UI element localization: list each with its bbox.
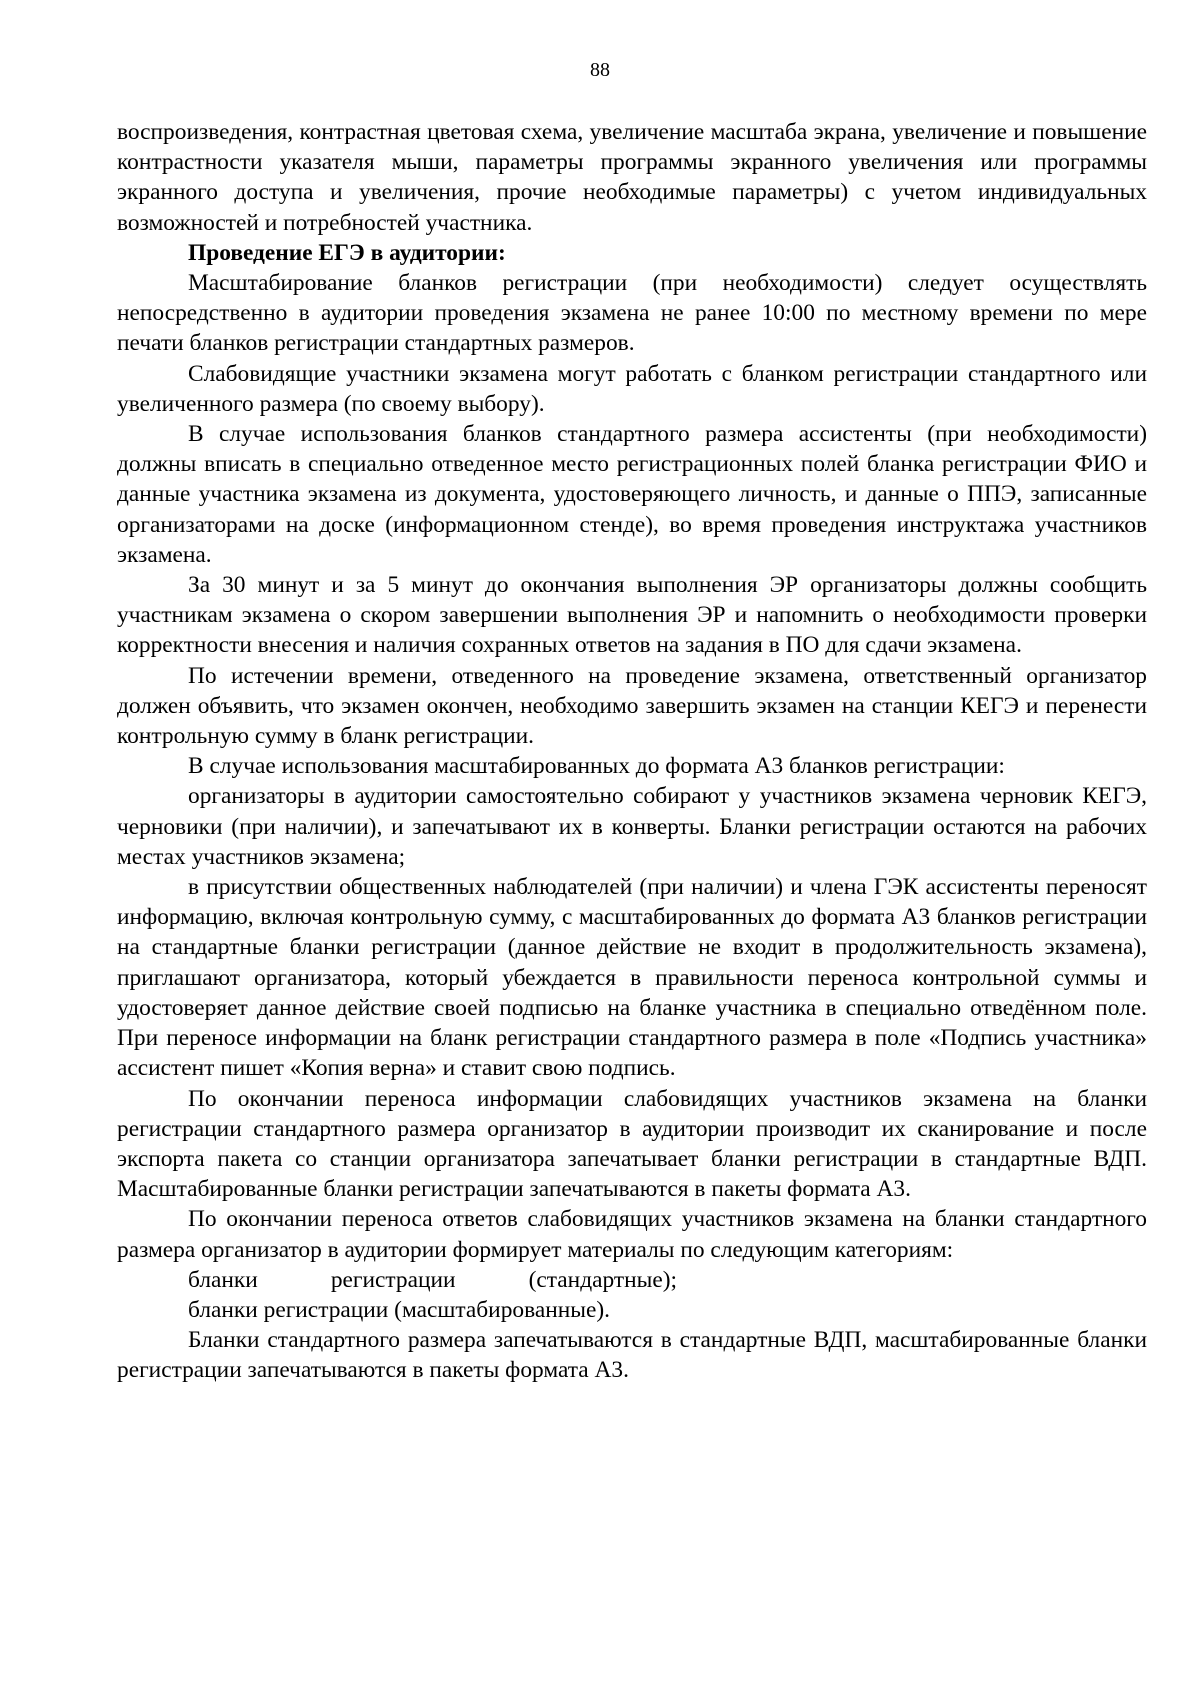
- document-body: [117, 117, 1147, 1386]
- paragraph-continuation: воспроизведения, контрастная цветовая схема, увеличение масштаба экрана, увеличение и повышение контрастности указателя мыши, параметры программы экранного увеличения или программы экранного доступа и увеличения, прочие необходимые параметры) с учетом индивидуальных возможностей и потребностей участника.: [117, 119, 1147, 236]
- category-item: бланки регистрации (масштабированные).: [188, 1296, 610, 1323]
- section-heading: Проведение ЕГЭ в аудитории:: [188, 239, 506, 266]
- paragraph: Масштабирование бланков регистрации (при необходимости) следует осуществлять непосредственно в аудитории проведения экзамена не ранее 10:00 по местному времени по мере печати бланков регистрации стандартных размеров.: [117, 270, 1147, 357]
- category-item: бланки регистрации (стандартные);: [188, 1266, 677, 1293]
- paragraph: Бланки стандартного размера запечатываются в стандартные ВДП, масштабированные бланки регистрации запечатываются в пакеты формата А3.: [117, 1327, 1147, 1384]
- list-item: в присутствии общественных наблюдателей (при наличии) и члена ГЭК ассистенты переносят информацию, включая контрольную сумму, с масштабированных до формата А3 бланков регистрации на стандартные бланки регистрации (данное действие не входит в продолжительность экзамена), приглашают организатора, который убеждается в правильности переноса контрольной суммы и удостоверяет данное действие своей подписью на бланке участника в специально отведённом поле. При переносе информации на бланк регистрации стандартного размера в поле «Подпись участника» ассистент пишет «Копия верна» и ставит свою подпись.: [117, 874, 1147, 1082]
- paragraph: В случае использования бланков стандартного размера ассистенты (при необходимости) должны вписать в специально отведенное место регистрационных полей бланка регистрации ФИО и данные участника экзамена из документа, удостоверяющего личность, и данные о ППЭ, записанные организаторами на доске (информационном стенде), во время проведения инструктажа участников экзамена.: [117, 421, 1147, 568]
- paragraph: В случае использования масштабированных до формата А3 бланков регистрации:: [188, 753, 1005, 780]
- paragraph: По окончании переноса ответов слабовидящих участников экзамена на бланки стандартного размера организатор в аудитории формирует материалы по следующим категориям:: [117, 1206, 1147, 1263]
- paragraph: По окончании переноса информации слабовидящих участников экзамена на бланки регистрации стандартного размера организатор в аудитории производит их сканирование и после экспорта пакета со станции организатора запечатывает бланки регистрации в стандартные ВДП. Масштабированные бланки регистрации запечатываются в пакеты формата А3.: [117, 1085, 1147, 1203]
- paragraph: По истечении времени, отведенного на проведение экзамена, ответственный организатор должен объявить, что экзамен окончен, необходимо завершить экзамен на станции КЕГЭ и перенести контрольную сумму в бланк регистрации.: [117, 662, 1147, 750]
- list-item: организаторы в аудитории самостоятельно собирают у участников экзамена черновик КЕГЭ, черновики (при наличии), и запечатывают их в конверты. Бланки регистрации остаются на рабочих местах участников экзамена;: [117, 783, 1147, 870]
- paragraph: Слабовидящие участники экзамена могут работать с бланком регистрации стандартного или увеличенного размера (по своему выбору).: [117, 360, 1147, 417]
- paragraph: За 30 минут и за 5 минут до окончания выполнения ЭР организаторы должны сообщить участникам экзамена о скором завершении выполнения ЭР и напомнить о необходимости проверки корректности внесения и наличия сохранных ответов на задания в ПО для сдачи экзамена.: [117, 572, 1147, 659]
- page-number: 88: [590, 59, 610, 81]
